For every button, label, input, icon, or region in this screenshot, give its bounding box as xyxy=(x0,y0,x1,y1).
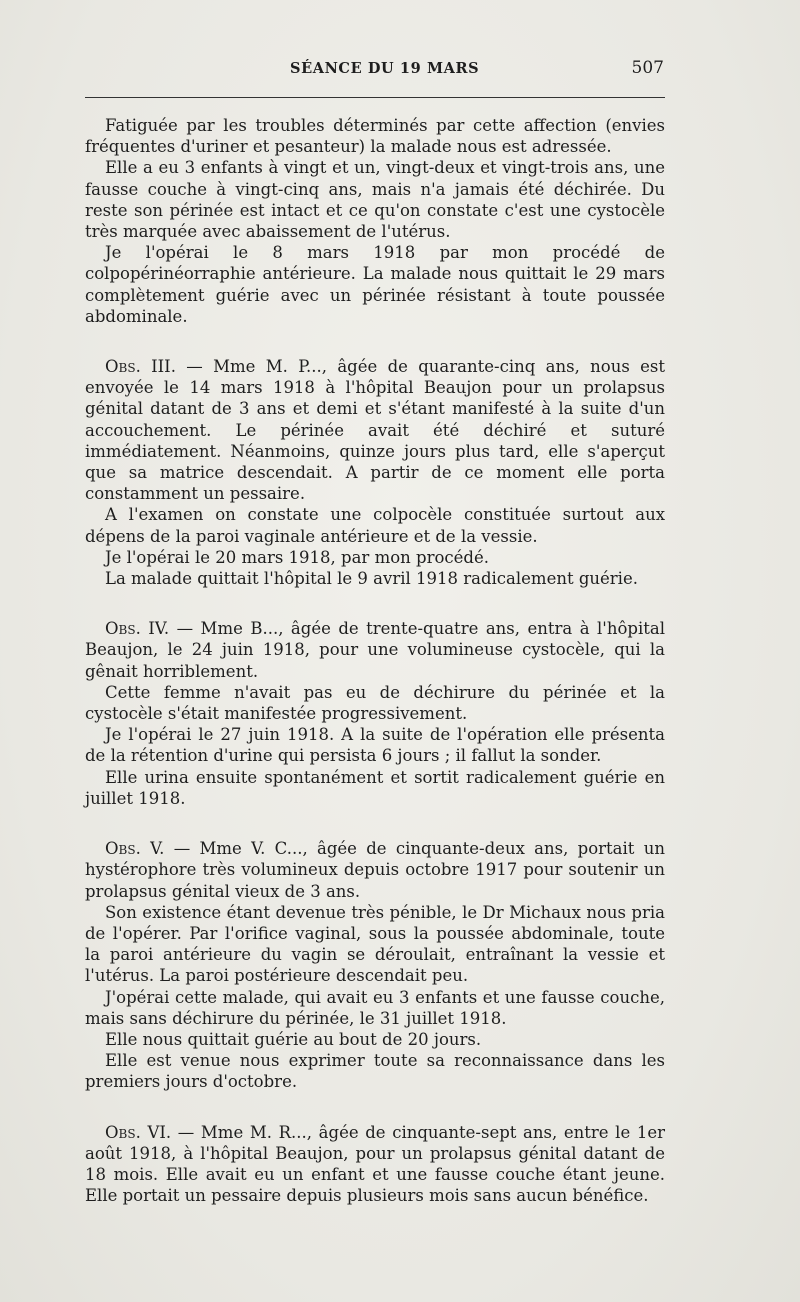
observation-label: Obs. IV. xyxy=(105,619,170,639)
observation-label: Obs. VI. xyxy=(105,1122,172,1142)
observation-text: — Mme V. C..., âgée de cinquante-deux ans, portait un hystérophore très volumineux depuis octobre 1917 pour soutenir un prolapsus génital vieux de 3 ans. xyxy=(85,839,665,901)
observation-paragraph xyxy=(85,1122,665,1207)
observation-text: — Mme B..., âgée de trente-quatre ans, entra à l'hôpital Beaujon, le 24 juin 1918, pour une volumineuse cystocèle, qui la gênait horriblement. xyxy=(85,619,665,681)
running-title: SÉANCE DU 19 MARS xyxy=(290,60,480,77)
observation-label: Obs. V. xyxy=(105,839,165,859)
running-head xyxy=(85,60,664,84)
observation-text: — Mme M. P..., âgée de quarante-cinq ans, nous est envoyée le 14 mars 1918 à l'hôpital Beaujon pour un prolapsus génital datant de 3 ans et demi et s'étant manifesté à la suite d'un accouchement. Le périnée avait été déchiré et suturé immédiatement. Néanmoins, quinze jours plus tard, elle s'aperçut que sa matrice descendait. A partir de ce moment elle porta constamment un pessaire. xyxy=(85,357,665,504)
observation-paragraph xyxy=(85,356,665,504)
paragraph: Elle est venue nous exprimer toute sa reconnaissance dans les premiers jours d'octobre. xyxy=(85,1051,665,1092)
observation-text: — Mme M. R..., âgée de cinquante-sept ans, entre le 1er août 1918, à l'hôpital Beaujon, pour un prolapsus génital datant de 18 mois. Elle avait eu un enfant et une fausse couche étant jeune. Elle portait un pessaire depuis plusieurs mois sans aucun bénéfice. xyxy=(85,1122,665,1206)
body-text xyxy=(85,115,665,1206)
observation-paragraph xyxy=(85,838,665,902)
paragraph: A l'examen on constate une colpocèle constituée surtout aux dépens de la paroi vaginale antérieure et de la vessie. xyxy=(85,505,665,546)
page-number: 507 xyxy=(631,58,664,78)
paragraph: La malade quittait l'hôpital le 9 avril 1918 radicalement guérie. xyxy=(105,569,638,589)
paragraph: Cette femme n'avait pas eu de déchirure du périnée et la cystocèle s'était manifestée progressivement. xyxy=(85,682,665,724)
observation-label: Obs. III. xyxy=(105,357,176,377)
paragraph: Son existence étant devenue très pénible, le Dr Michaux nous pria de l'opérer. Par l'orifice vaginal, sous la poussée abdominale, toute la paroi antérieure du vagin se déroulait, entraînant la vessie et l'utérus. La paroi postérieure descendait peu. xyxy=(85,902,665,986)
paragraph: Je l'opérai le 27 juin 1918. A la suite de l'opération elle présenta de la rétention d'urine qui persista 6 jours ; il fallut la sonder. xyxy=(85,725,665,766)
paragraph: Je l'opérai le 8 mars 1918 par mon procédé de colpopérinéorraphie antérieure. La malade nous quittait le 29 mars complètement guérie avec un périnée résistant à toute poussée abdominale. xyxy=(85,243,665,326)
header-rule xyxy=(85,97,665,98)
paragraph: Elle nous quittait guérie au bout de 20 jours. xyxy=(105,1029,482,1049)
paragraph: Fatiguée par les troubles déterminés par cette affection (envies fréquentes d'uriner et pesanteur) la malade nous est adressée. xyxy=(85,116,665,157)
paragraph: Elle urina ensuite spontanément et sortit radicalement guérie en juillet 1918. xyxy=(85,767,665,808)
observation-paragraph xyxy=(85,618,665,682)
paragraph: Elle a eu 3 enfants à vingt et un, vingt-deux et vingt-trois ans, une fausse couche à vingt-cinq ans, mais n'a jamais été déchirée. Du reste son périnée est intact et ce qu'on constate c'est une cystocèle très marquée avec abaissement de l'utérus. xyxy=(85,158,665,242)
paragraph: Je l'opérai le 20 mars 1918, par mon procédé. xyxy=(105,547,489,567)
paragraph: J'opérai cette malade, qui avait eu 3 enfants et une fausse couche, mais sans déchirure du périnée, le 31 juillet 1918. xyxy=(85,987,665,1028)
